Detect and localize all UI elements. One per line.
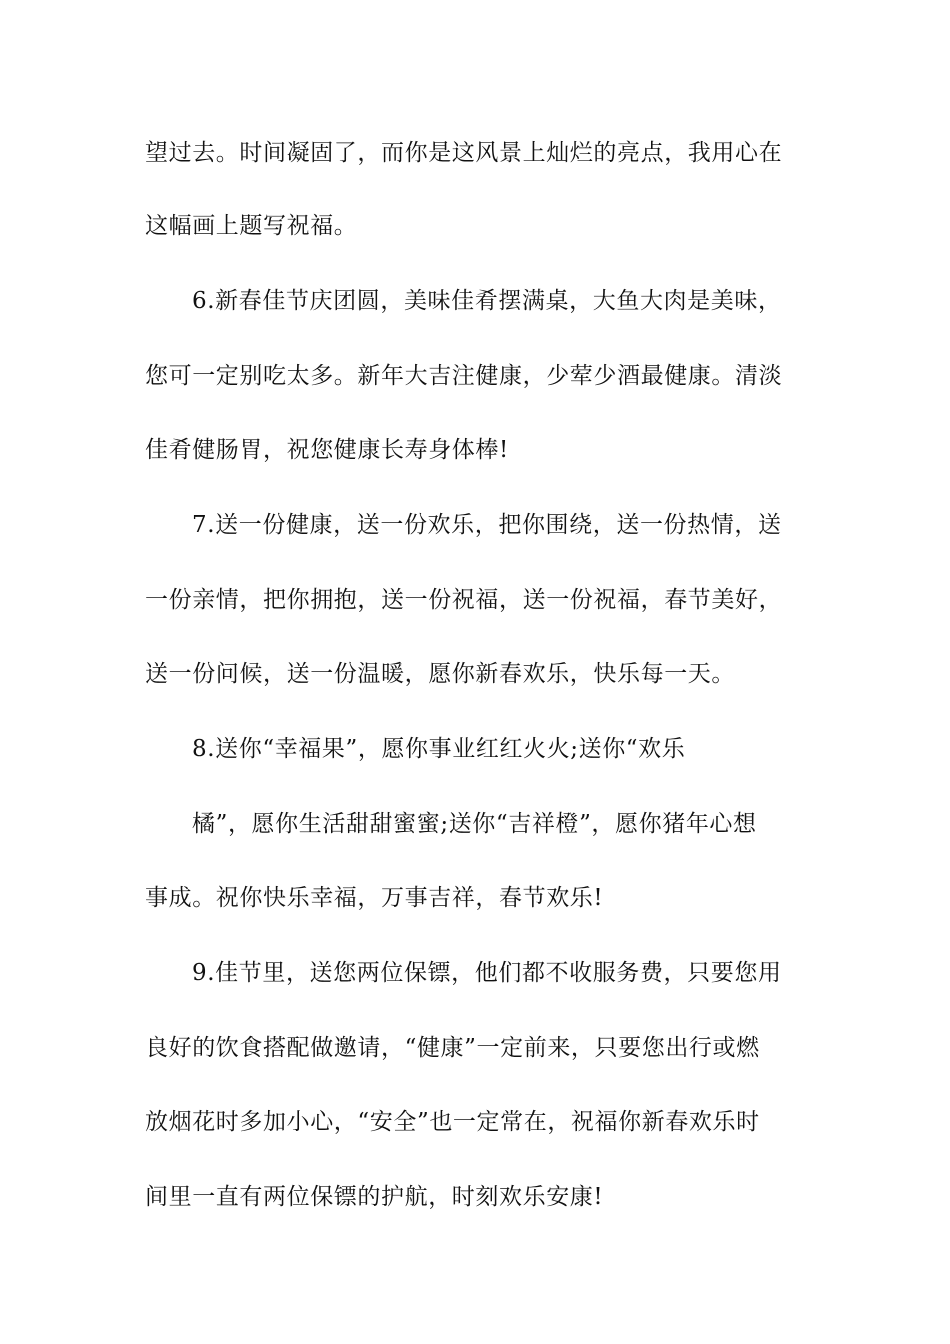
text-line: 一份亲情，把你拥抱，送一份祝福，送一份祝福，春节美好， — [145, 587, 783, 613]
text-line: 您可一定别吃太多。新年大吉注健康，少荤少酒最健康。清淡 — [145, 363, 783, 389]
paragraph-6-start: 6.新春佳节庆团圆，美味佳肴摆满桌，大鱼大肉是美味， — [192, 288, 782, 314]
text-line: 这幅画上题写祝福。 — [145, 213, 358, 239]
text-line: 事成。祝你快乐幸福，万事吉祥，春节欢乐! — [145, 885, 604, 911]
text-line: 送一份问候，送一份温暖，愿你新春欢乐，快乐每一天。 — [145, 661, 735, 687]
paragraph-7-start: 7.送一份健康，送一份欢乐，把你围绕，送一份热情，送 — [192, 512, 782, 538]
text-line: 望过去。时间凝固了，而你是这风景上灿烂的亮点，我用心在 — [145, 140, 783, 166]
text-line: 佳肴健肠胃，祝您健康长寿身体棒! — [145, 437, 509, 463]
paragraph-8-start: 8.送你“幸福果”，愿你事业红红火火;送你“欢乐 — [192, 736, 686, 762]
text-line: 良好的饮食搭配做邀请，“健康”一定前来，只要您出行或燃 — [145, 1035, 760, 1061]
text-line: 放烟花时多加小心，“安全”也一定常在，祝福你新春欢乐时 — [145, 1109, 760, 1135]
paragraph-9-start: 9.佳节里，送您两位保镖，他们都不收服务费，只要您用 — [192, 960, 782, 986]
text-line: 间里一直有两位保镖的护航，时刻欢乐安康! — [145, 1184, 604, 1210]
text-line: 橘”，愿你生活甜甜蜜蜜;送你“吉祥橙”，愿你猪年心想 — [192, 811, 757, 837]
